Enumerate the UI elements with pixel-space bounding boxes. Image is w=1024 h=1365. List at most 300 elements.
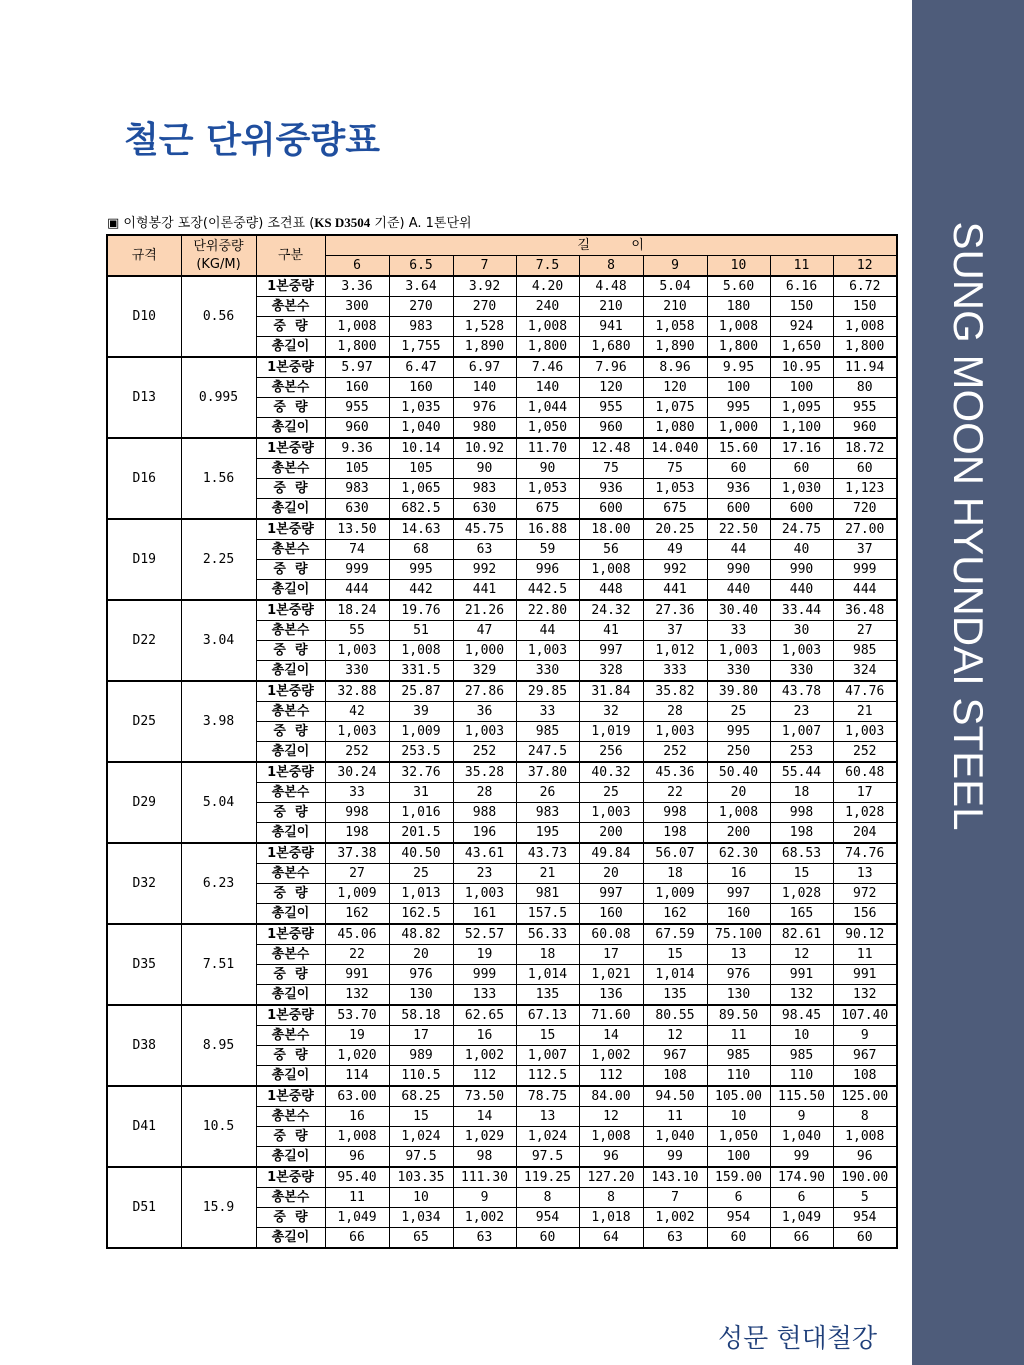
value-cell: 9 [453,1188,516,1208]
value-cell: 25 [579,783,643,803]
value-cell: 1,007 [516,1046,579,1066]
value-cell: 62.30 [707,843,770,864]
value-cell: 1,008 [325,1127,389,1147]
row-label-cell: 총본수 [256,540,325,560]
value-cell: 135 [516,985,579,1006]
row-label-cell: 총길이 [256,1147,325,1168]
value-cell: 253.5 [389,742,453,763]
row-label-cell: 1본중량 [256,1167,325,1188]
spec-cell: D51 [107,1167,181,1248]
row-label-cell: 총본수 [256,459,325,479]
value-cell: 21 [516,864,579,884]
value-cell: 58.18 [389,1005,453,1026]
unit-weight-cell: 7.51 [181,924,256,1005]
value-cell: 1,528 [453,317,516,337]
value-cell: 98 [453,1147,516,1168]
value-cell: 1,014 [516,965,579,985]
value-cell: 442 [389,580,453,601]
value-cell: 97.5 [516,1147,579,1168]
value-cell: 998 [643,803,707,823]
value-cell: 14 [579,1026,643,1046]
value-cell: 1,003 [833,722,897,742]
value-cell: 1,800 [516,337,579,358]
row-label-cell: 중 량 [256,1046,325,1066]
header-unit-weight [181,235,256,276]
value-cell: 924 [770,317,833,337]
value-cell: 100 [770,378,833,398]
value-cell: 983 [325,479,389,499]
row-label-cell: 총본수 [256,702,325,722]
row-label-cell: 1본중량 [256,1005,325,1026]
value-cell: 162.5 [389,904,453,925]
value-cell: 89.50 [707,1005,770,1026]
value-cell: 115.50 [770,1086,833,1107]
value-cell: 980 [453,418,516,439]
row-label-cell: 1본중량 [256,600,325,621]
value-cell: 247.5 [516,742,579,763]
value-cell: 43.73 [516,843,579,864]
spec-cell: D10 [107,276,181,357]
value-cell: 1,003 [770,641,833,661]
value-cell: 200 [707,823,770,844]
row-label-cell: 총길이 [256,580,325,601]
value-cell: 32.88 [325,681,389,702]
value-cell: 190.00 [833,1167,897,1188]
value-cell: 10.92 [453,438,516,459]
value-cell: 252 [833,742,897,763]
value-cell: 10.95 [770,357,833,378]
value-cell: 1,029 [453,1127,516,1147]
value-cell: 20.25 [643,519,707,540]
header-length [325,235,897,256]
table-row [107,843,897,864]
value-cell: 16 [453,1026,516,1046]
value-cell: 630 [453,499,516,520]
value-cell: 330 [325,661,389,682]
value-cell: 985 [833,641,897,661]
value-cell: 143.10 [643,1167,707,1188]
table-row [107,438,897,459]
row-label-cell: 총본수 [256,378,325,398]
value-cell: 991 [770,965,833,985]
value-cell: 954 [833,1208,897,1228]
value-cell: 157.5 [516,904,579,925]
value-cell: 68 [389,540,453,560]
value-cell: 256 [579,742,643,763]
value-cell: 1,000 [707,418,770,439]
value-cell: 989 [389,1046,453,1066]
value-cell: 330 [516,661,579,682]
value-cell: 1,040 [389,418,453,439]
value-cell: 74 [325,540,389,560]
value-cell: 20 [389,945,453,965]
value-cell: 16 [707,864,770,884]
value-cell: 976 [453,398,516,418]
spec-cell: D16 [107,438,181,519]
value-cell: 329 [453,661,516,682]
value-cell: 1,650 [770,337,833,358]
value-cell: 955 [325,398,389,418]
table-row [107,924,897,945]
row-label-cell: 총본수 [256,297,325,317]
value-cell: 12 [579,1107,643,1127]
value-cell: 136 [579,985,643,1006]
value-cell: 20 [579,864,643,884]
value-cell: 441 [453,580,516,601]
value-cell: 161 [453,904,516,925]
value-cell: 333 [643,661,707,682]
value-cell: 14.040 [643,438,707,459]
row-label-cell: 총본수 [256,945,325,965]
value-cell: 1,890 [643,337,707,358]
value-cell: 37.38 [325,843,389,864]
value-cell: 150 [833,297,897,317]
row-label-cell: 총길이 [256,418,325,439]
value-cell: 936 [579,479,643,499]
value-cell: 1,003 [579,803,643,823]
value-cell: 198 [325,823,389,844]
row-label-cell: 1본중량 [256,519,325,540]
value-cell: 1,003 [516,641,579,661]
value-cell: 15.60 [707,438,770,459]
length-header-cell: 12 [833,256,897,277]
length-header-cell: 11 [770,256,833,277]
value-cell: 976 [389,965,453,985]
value-cell: 103.35 [389,1167,453,1188]
value-cell: 15 [643,945,707,965]
value-cell: 40.50 [389,843,453,864]
row-label-cell: 중 량 [256,479,325,499]
value-cell: 1,013 [389,884,453,904]
row-label-cell: 총길이 [256,1228,325,1249]
unit-weight-cell: 6.23 [181,843,256,924]
value-cell: 33 [516,702,579,722]
value-cell: 1,014 [643,965,707,985]
row-label-cell: 총길이 [256,904,325,925]
table-row [107,600,897,621]
unit-weight-cell: 0.995 [181,357,256,438]
unit-weight-cell: 0.56 [181,276,256,357]
value-cell: 210 [643,297,707,317]
value-cell: 19 [325,1026,389,1046]
value-cell: 1,007 [770,722,833,742]
value-cell: 97.5 [389,1147,453,1168]
value-cell: 967 [833,1046,897,1066]
value-cell: 64 [579,1228,643,1249]
value-cell: 9 [770,1107,833,1127]
spec-cell: D13 [107,357,181,438]
value-cell: 1,049 [325,1208,389,1228]
row-label-cell: 1본중량 [256,276,325,297]
value-cell: 1,012 [643,641,707,661]
value-cell: 18 [516,945,579,965]
value-cell: 1,680 [579,337,643,358]
value-cell: 63 [453,540,516,560]
value-cell: 31 [389,783,453,803]
value-cell: 1,003 [453,722,516,742]
value-cell: 17 [833,783,897,803]
value-cell: 75.100 [707,924,770,945]
value-cell: 1,040 [643,1127,707,1147]
value-cell: 9.36 [325,438,389,459]
value-cell: 62.65 [453,1005,516,1026]
unit-weight-cell: 10.5 [181,1086,256,1167]
value-cell: 1,002 [453,1208,516,1228]
length-header-cell: 7.5 [516,256,579,277]
value-cell: 27.36 [643,600,707,621]
value-cell: 120 [579,378,643,398]
value-cell: 954 [516,1208,579,1228]
value-cell: 600 [579,499,643,520]
value-cell: 960 [833,418,897,439]
value-cell: 201.5 [389,823,453,844]
value-cell: 675 [516,499,579,520]
value-cell: 7.96 [579,357,643,378]
value-cell: 20 [707,783,770,803]
value-cell: 25 [707,702,770,722]
value-cell: 198 [643,823,707,844]
value-cell: 992 [643,560,707,580]
value-cell: 441 [643,580,707,601]
value-cell: 990 [770,560,833,580]
value-cell: 11 [707,1026,770,1046]
value-cell: 1,002 [643,1208,707,1228]
spec-cell: D35 [107,924,181,1005]
value-cell: 27 [833,621,897,641]
value-cell: 27.86 [453,681,516,702]
value-cell: 1,044 [516,398,579,418]
value-cell: 23 [770,702,833,722]
value-cell: 73.50 [453,1086,516,1107]
value-cell: 105 [389,459,453,479]
value-cell: 100 [707,378,770,398]
value-cell: 112 [453,1066,516,1087]
value-cell: 159.00 [707,1167,770,1188]
value-cell: 95.40 [325,1167,389,1188]
value-cell: 60 [707,1228,770,1249]
row-label-cell: 1본중량 [256,843,325,864]
page-title: 철근 단위중량표 [124,120,380,161]
value-cell: 6 [770,1188,833,1208]
value-cell: 1,040 [770,1127,833,1147]
value-cell: 24.32 [579,600,643,621]
value-cell: 25 [389,864,453,884]
value-cell: 22.50 [707,519,770,540]
value-cell: 954 [707,1208,770,1228]
value-cell: 66 [770,1228,833,1249]
value-cell: 165 [770,904,833,925]
value-cell: 44 [707,540,770,560]
value-cell: 12.48 [579,438,643,459]
value-cell: 18 [643,864,707,884]
value-cell: 972 [833,884,897,904]
value-cell: 60 [707,459,770,479]
value-cell: 1,053 [643,479,707,499]
row-label-cell: 총본수 [256,864,325,884]
value-cell: 105.00 [707,1086,770,1107]
row-label-cell: 총본수 [256,1188,325,1208]
value-cell: 112 [579,1066,643,1087]
value-cell: 44 [516,621,579,641]
value-cell: 18.72 [833,438,897,459]
value-cell: 96 [833,1147,897,1168]
value-cell: 68.53 [770,843,833,864]
value-cell: 30.40 [707,600,770,621]
value-cell: 53.70 [325,1005,389,1026]
value-cell: 331.5 [389,661,453,682]
table-row [107,1005,897,1026]
value-cell: 999 [833,560,897,580]
value-cell: 27 [325,864,389,884]
value-cell: 56 [579,540,643,560]
value-cell: 967 [643,1046,707,1066]
value-cell: 252 [453,742,516,763]
row-label-cell: 중 량 [256,398,325,418]
value-cell: 1,080 [643,418,707,439]
row-label-cell: 총길이 [256,1066,325,1087]
value-cell: 204 [833,823,897,844]
value-cell: 270 [453,297,516,317]
value-cell: 55.44 [770,762,833,783]
value-cell: 11 [643,1107,707,1127]
value-cell: 1,100 [770,418,833,439]
value-cell: 955 [579,398,643,418]
value-cell: 162 [643,904,707,925]
value-cell: 252 [643,742,707,763]
value-cell: 94.50 [643,1086,707,1107]
value-cell: 941 [579,317,643,337]
value-cell: 1,008 [833,1127,897,1147]
value-cell: 330 [707,661,770,682]
value-cell: 1,030 [770,479,833,499]
value-cell: 936 [707,479,770,499]
value-cell: 1,008 [579,560,643,580]
unit-weight-cell: 2.25 [181,519,256,600]
value-cell: 195 [516,823,579,844]
value-cell: 99 [770,1147,833,1168]
value-cell: 35.82 [643,681,707,702]
value-cell: 6.16 [770,276,833,297]
value-cell: 63.00 [325,1086,389,1107]
value-cell: 15 [389,1107,453,1127]
length-header-cell: 6 [325,256,389,277]
value-cell: 40 [770,540,833,560]
value-cell: 240 [516,297,579,317]
row-label-cell: 총본수 [256,783,325,803]
row-label-cell: 중 량 [256,560,325,580]
value-cell: 1,002 [579,1046,643,1066]
row-label-cell: 총길이 [256,499,325,520]
value-cell: 90 [453,459,516,479]
value-cell: 37 [643,621,707,641]
value-cell: 65 [389,1228,453,1249]
header-unit-weight-text: 단위중량 (KG/M) [193,238,244,272]
value-cell: 22 [325,945,389,965]
row-label-cell: 총본수 [256,1107,325,1127]
table-row [107,762,897,783]
length-header-cell: 7 [453,256,516,277]
value-cell: 127.20 [579,1167,643,1188]
value-cell: 22 [643,783,707,803]
value-cell: 6.47 [389,357,453,378]
value-cell: 125.00 [833,1086,897,1107]
value-cell: 960 [579,418,643,439]
value-cell: 990 [707,560,770,580]
value-cell: 991 [325,965,389,985]
table-row [107,519,897,540]
value-cell: 31.84 [579,681,643,702]
value-cell: 60 [833,1228,897,1249]
value-cell: 100 [707,1147,770,1168]
value-cell: 45.36 [643,762,707,783]
row-label-cell: 총길이 [256,661,325,682]
value-cell: 28 [643,702,707,722]
value-cell: 41 [579,621,643,641]
value-cell: 985 [516,722,579,742]
value-cell: 15 [516,1026,579,1046]
value-cell: 27.00 [833,519,897,540]
value-cell: 68.25 [389,1086,453,1107]
value-cell: 995 [707,722,770,742]
row-label-cell: 1본중량 [256,1086,325,1107]
value-cell: 7.46 [516,357,579,378]
value-cell: 107.40 [833,1005,897,1026]
value-cell: 96 [579,1147,643,1168]
value-cell: 33.44 [770,600,833,621]
value-cell: 442.5 [516,580,579,601]
value-cell: 1,003 [325,722,389,742]
value-cell: 42 [325,702,389,722]
value-cell: 71.60 [579,1005,643,1026]
value-cell: 17 [389,1026,453,1046]
value-cell: 19 [453,945,516,965]
value-cell: 26 [516,783,579,803]
value-cell: 160 [579,904,643,925]
value-cell: 444 [325,580,389,601]
value-cell: 119.25 [516,1167,579,1188]
row-label-cell: 중 량 [256,1208,325,1228]
header-spec: 규격 [107,235,181,276]
value-cell: 140 [453,378,516,398]
value-cell: 6.72 [833,276,897,297]
value-cell: 630 [325,499,389,520]
value-cell: 11 [833,945,897,965]
value-cell: 132 [325,985,389,1006]
value-cell: 84.00 [579,1086,643,1107]
value-cell: 1,008 [707,803,770,823]
value-cell: 35.28 [453,762,516,783]
value-cell: 111.30 [453,1167,516,1188]
value-cell: 132 [770,985,833,1006]
row-label-cell: 총길이 [256,823,325,844]
value-cell: 998 [325,803,389,823]
value-cell: 991 [833,965,897,985]
value-cell: 11.70 [516,438,579,459]
value-cell: 18.24 [325,600,389,621]
value-cell: 1,050 [516,418,579,439]
spec-cell: D38 [107,1005,181,1086]
value-cell: 998 [770,803,833,823]
value-cell: 1,050 [707,1127,770,1147]
value-cell: 682.5 [389,499,453,520]
value-cell: 96 [325,1147,389,1168]
value-cell: 56.33 [516,924,579,945]
row-label-cell: 1본중량 [256,357,325,378]
value-cell: 17 [579,945,643,965]
value-cell: 5.04 [643,276,707,297]
value-cell: 7 [643,1188,707,1208]
value-cell: 3.64 [389,276,453,297]
